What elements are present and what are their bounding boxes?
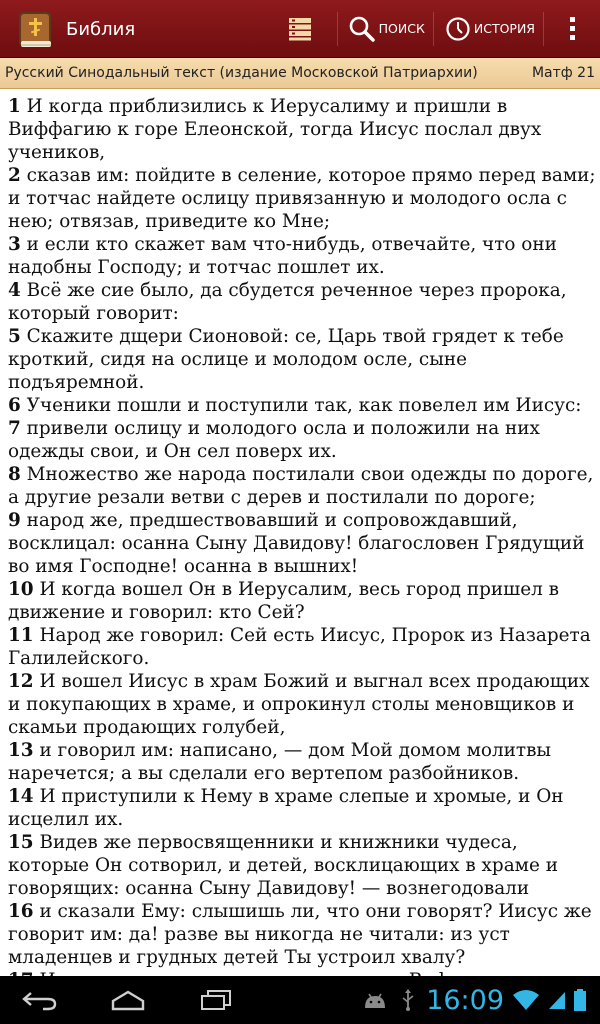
battery-icon <box>574 989 586 1011</box>
verse[interactable] <box>8 96 541 163</box>
verse-text: Множество же народа постилали свои одежды по дороге, а другие резали ветви с дерев и постилали по дороге; <box>8 464 594 508</box>
system-navigation-bar <box>0 976 600 1024</box>
bible-app-icon[interactable] <box>16 8 56 50</box>
action-bar <box>0 0 600 58</box>
verse-number: 10 <box>8 579 34 600</box>
verse-text: И вошел Иисус в храм Божий и выгнал всех продающих и покупающих в храме, и опрокинул столы меновщиков и скамьи продающих голубей, <box>8 671 590 738</box>
verse-text: И приступили к Нему в храме слепые и хромые, и Он исцелил их. <box>8 786 564 830</box>
verse-number: 14 <box>8 786 34 807</box>
verse[interactable] <box>8 280 567 324</box>
verse-number: 13 <box>8 740 34 761</box>
verse[interactable] <box>8 234 557 278</box>
verse-text: Народ же говорил: Сей есть Иисус, Пророк из Назарета Галилейского. <box>8 625 591 669</box>
verse-list <box>0 95 600 1015</box>
search-icon <box>348 15 376 43</box>
verse[interactable] <box>8 464 593 508</box>
verse[interactable] <box>8 165 596 232</box>
verse-number: 11 <box>8 625 34 646</box>
android-debug-icon <box>362 990 388 1010</box>
chapter-text-area[interactable] <box>0 89 600 976</box>
verse-number: 15 <box>8 832 34 853</box>
app-title: Библия <box>66 19 136 40</box>
more-vertical-icon <box>570 17 576 41</box>
verse-text: сказав им: пойдите в селение, которое прямо перед вами; и тотчас найдете ослицу привязанную и молодого осла с нею; отвязав, приведите ко Мне; <box>8 165 596 232</box>
verse-number: 7 <box>8 418 21 439</box>
chapter-reference[interactable]: Матф 21 <box>531 65 595 81</box>
history-label: ИСТОРИЯ <box>473 21 535 36</box>
verse[interactable] <box>8 579 559 623</box>
bookmarks-list-button[interactable] <box>273 0 337 57</box>
status-area[interactable] <box>362 976 600 1024</box>
usb-icon <box>400 988 416 1012</box>
verse[interactable] <box>8 740 551 784</box>
back-button[interactable] <box>8 976 72 1024</box>
search-button[interactable] <box>338 0 433 57</box>
recent-apps-icon <box>198 989 234 1011</box>
verse-number: 4 <box>8 280 21 301</box>
verse-text: и если кто скажет вам что-нибудь, отвечайте, что они надобны Господу; и тотчас пошлет их. <box>8 234 557 278</box>
verse[interactable] <box>8 625 591 669</box>
verse-number: 8 <box>8 464 21 485</box>
history-button[interactable] <box>434 0 543 57</box>
verse[interactable] <box>8 832 558 899</box>
signal-icon <box>548 990 566 1010</box>
verse-number: 5 <box>8 326 21 347</box>
verse[interactable] <box>8 901 592 968</box>
verse-number: 9 <box>8 510 21 531</box>
verse-number: 1 <box>8 96 21 117</box>
verse-number: 16 <box>8 901 34 922</box>
verse-number: 2 <box>8 165 21 186</box>
verse-text: И когда приблизились к Иерусалиму и пришли в Виффагию к горе Елеонской, тогда Иисус послал двух учеников, <box>8 96 542 163</box>
home-icon <box>109 989 147 1011</box>
verse-text: народ же, предшествовавший и сопровождавший, восклицал: осанна Сыну Давидову! благословен Грядущий во имя Господне! осанна в вышних! <box>8 510 585 577</box>
recent-apps-button[interactable] <box>184 976 248 1024</box>
verse-text: привели ослицу и молодого осла и положили на них одежды свои, и Он сел поверх их. <box>8 418 540 462</box>
home-button[interactable] <box>96 976 160 1024</box>
verse[interactable] <box>8 395 581 416</box>
translation-bar <box>0 58 600 89</box>
verse[interactable] <box>8 418 540 462</box>
status-clock: 16:09 <box>426 984 504 1016</box>
verse[interactable] <box>8 510 584 577</box>
clock-icon <box>445 16 471 42</box>
verse-text: И когда вошел Он в Иерусалим, весь город пришел в движение и говорил: кто Сей? <box>8 579 559 623</box>
verse-text: Видев же первосвященники и книжники чудеса, которые Он сотворил, и детей, восклицающих в храме и говорящих: осанна Сыну Давидову! — вознегодовали <box>8 832 558 899</box>
verse-number: 12 <box>8 671 34 692</box>
verse-text: Ученики пошли и поступили так, как повелел им Иисус: <box>26 395 582 416</box>
verse[interactable] <box>8 326 564 393</box>
wifi-icon <box>512 989 540 1011</box>
verse-text: и сказали Ему: слышишь ли, что они говорят? Иисус же говорит им: да! разве вы никогда не читали: из уст младенцев и грудных детей Ты устроил хвалу? <box>8 901 592 968</box>
overflow-menu-button[interactable] <box>544 0 600 57</box>
verse-text: Скажите дщери Сионовой: се, Царь твой грядет к тебе кроткий, сидя на ослице и молодом осле, сыне подъяремной. <box>8 326 564 393</box>
search-label: ПОИСК <box>378 21 425 36</box>
translation-name[interactable]: Русский Синодальный текст (издание Московской Патриархии) <box>5 65 478 81</box>
verse[interactable] <box>8 786 564 830</box>
verse-number: 6 <box>8 395 21 416</box>
list-icon <box>287 16 313 42</box>
verse-text: Всё же сие было, да сбудется реченное через пророка, который говорит: <box>8 280 567 324</box>
verse-number: 3 <box>8 234 21 255</box>
verse[interactable] <box>8 671 590 738</box>
verse-text: и говорил им: написано, — дом Мой домом молитвы наречется; а вы сделали его вертепом разбойников. <box>8 740 552 784</box>
back-icon <box>21 989 59 1011</box>
